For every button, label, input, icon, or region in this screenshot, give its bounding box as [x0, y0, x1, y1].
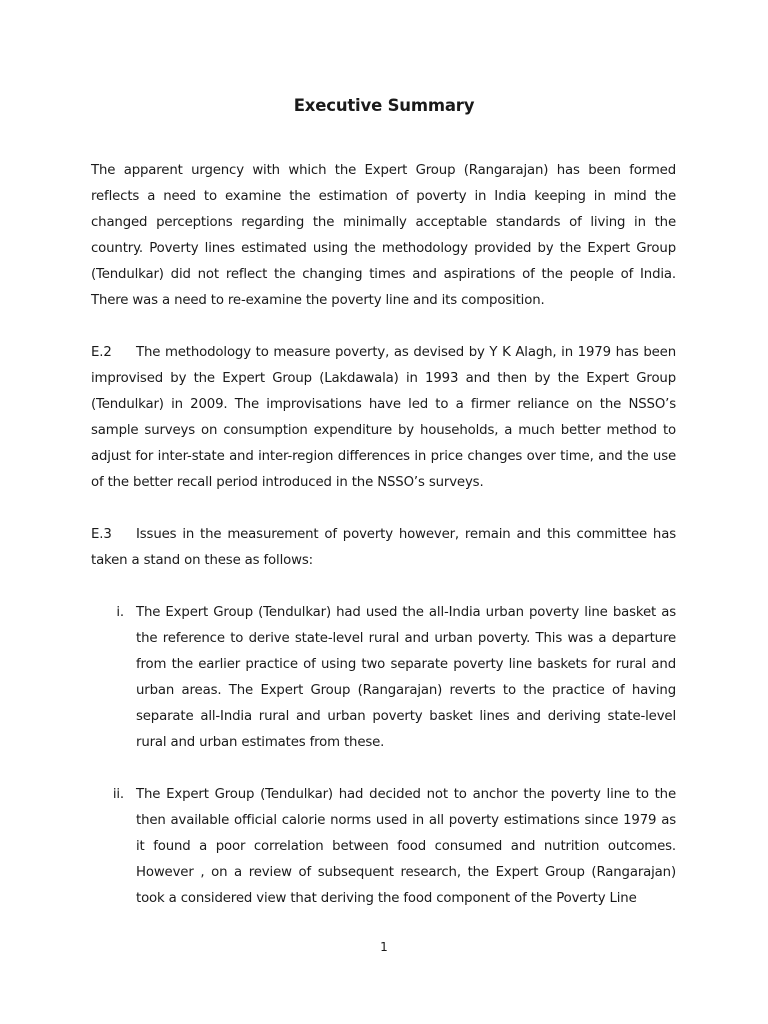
list-marker: i.	[116, 605, 124, 620]
list-marker: ii.	[112, 787, 124, 802]
list-item-ii	[91, 782, 676, 912]
list-item-text: The Expert Group (Tendulkar) had used the all-India urban poverty line basket as the reference to derive state-level rural and urban poverty. This was a departure from the earlier practice of using two separate poverty line baskets for rural and urban areas. The Expert Group (Rangarajan) reverts to the practice of having separate all-India rural and urban poverty basket lines and deriving state-level rural and urban estimates from these.	[136, 605, 676, 750]
section-number: E.3	[91, 527, 112, 542]
section-paragraph-e3	[91, 522, 676, 574]
list-item-i	[91, 600, 676, 756]
section-paragraph-e2	[91, 340, 676, 496]
section-text: Issues in the measurement of poverty however, remain and this committee has taken a stand on these as follows:	[91, 527, 676, 568]
intro-paragraph: The apparent urgency with which the Expert Group (Rangarajan) has been formed reflects a need to examine the estimation of poverty in India keeping in mind the changed perceptions regarding the minimally acceptable standards of living in the country. Poverty lines estimated using the methodology provided by the Expert Group (Tendulkar) did not reflect the changing times and aspirations of the people of India. There was a need to re-examine the poverty line and its composition.	[91, 163, 676, 308]
section-number: E.2	[91, 345, 112, 360]
page-title: Executive Summary	[293, 96, 475, 115]
list-item-text: The Expert Group (Tendulkar) had decided not to anchor the poverty line to the then available official calorie norms used in all poverty estimations since 1979 as it found a poor correlation between food consumed and nutrition outcomes. However , on a review of subsequent research, the Expert Group (Rangarajan) took a considered view that deriving the food component of the Poverty Line	[136, 787, 676, 906]
section-text: The methodology to measure poverty, as devised by Y K Alagh, in 1979 has been improvised by the Expert Group (Lakdawala) in 1993 and then by the Expert Group (Tendulkar) in 2009. The improvisations have led to a firmer reliance on the NSSO’s sample surveys on consumption expenditure by households, a much better method to adjust for inter-state and inter-region differences in price changes over time, and the use of the better recall period introduced in the NSSO’s surveys.	[91, 345, 676, 490]
page-number: 1	[380, 940, 388, 954]
